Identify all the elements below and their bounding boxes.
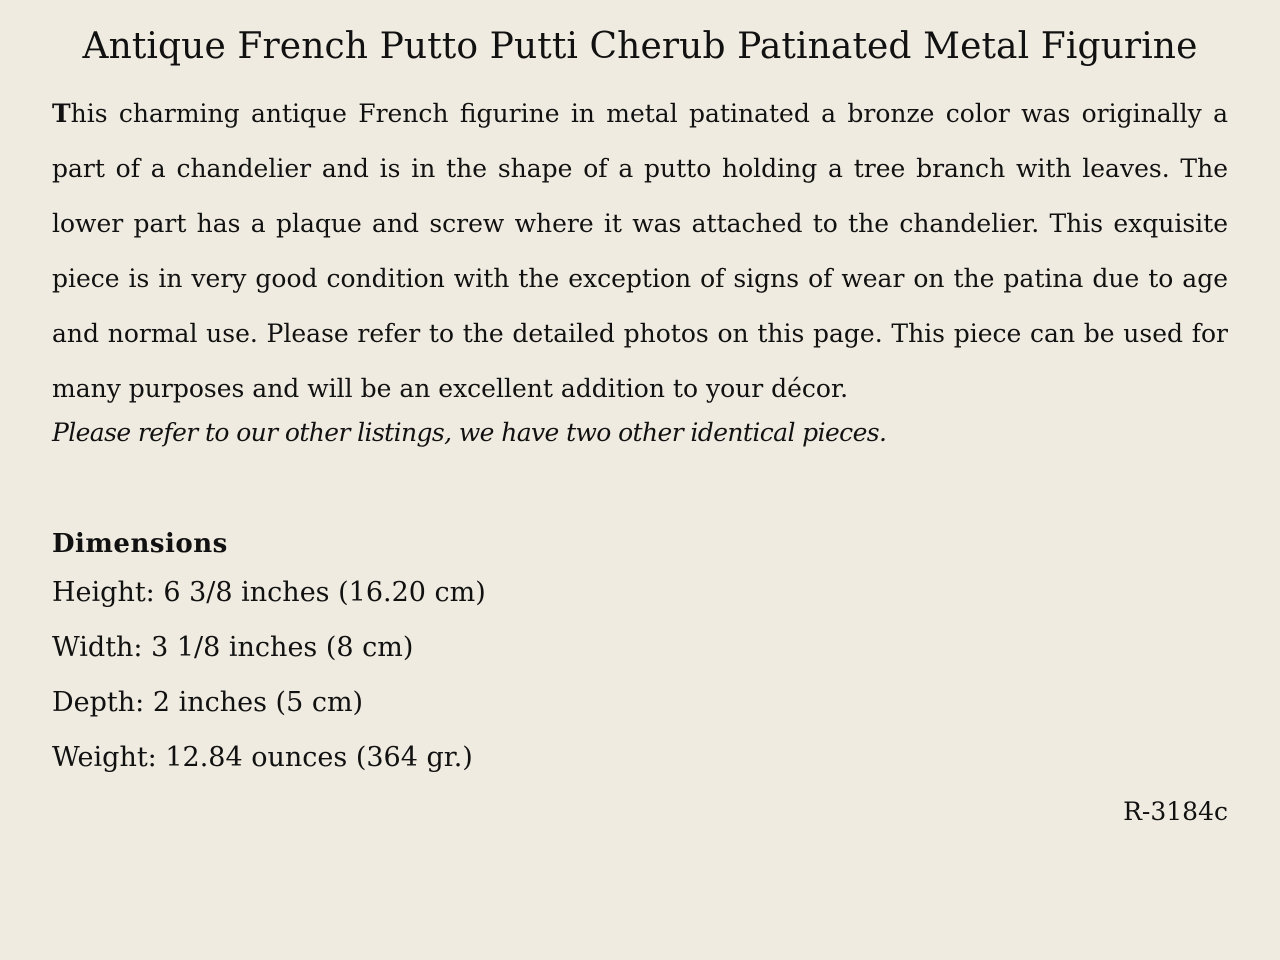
reference-code: R-3184c: [1123, 797, 1228, 826]
dimension-height: Height: 6 3/8 inches (16.20 cm): [52, 577, 486, 608]
description-paragraph: [52, 86, 1228, 416]
dimensions-heading: Dimensions: [52, 529, 228, 559]
listing-note: Please refer to our other listings, we have two other identical pieces.: [52, 418, 887, 447]
product-description-page: [52, 0, 1228, 960]
dimension-weight: Weight: 12.84 ounces (364 gr.): [52, 742, 473, 773]
dimension-width: Width: 3 1/8 inches (8 cm): [52, 632, 414, 663]
description-text: his charming antique French figurine in metal patinated a bronze color was originally a part of a chandelier and is in the shape of a putto holding a tree branch with leaves. The lower part has a plaque and screw where it was attached to the chandelier. This exquisite piece is in very good condition with the exception of signs of wear on the patina due to age and normal use. Please refer to the detailed photos on this page. This piece can be used for many purposes and will be an excellent addition to your décor.: [52, 99, 1228, 403]
description-lead-letter: T: [52, 99, 71, 128]
page-title: Antique French Putto Putti Cherub Patinated Metal Figurine: [82, 26, 1198, 67]
dimension-depth: Depth: 2 inches (5 cm): [52, 687, 364, 718]
dimensions-list: [52, 565, 1228, 785]
